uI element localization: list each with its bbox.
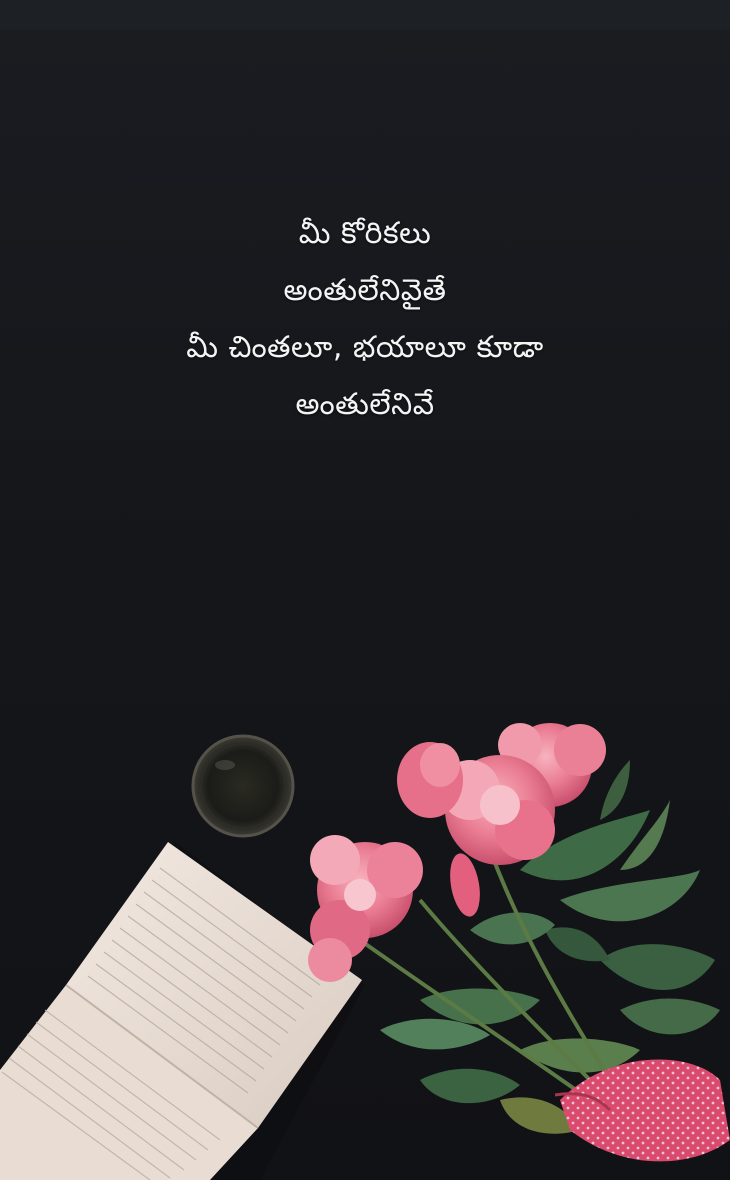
quote-line-4: అంతులేనివే [295, 387, 435, 422]
glass-of-tea [193, 736, 293, 836]
polka-dot-wrap [555, 1060, 730, 1162]
quote-line-1: మీ కోరికలు [298, 216, 432, 251]
quote-text [0, 205, 730, 433]
open-book [0, 842, 365, 1180]
quote-line-2: అంతులేనివైతే [283, 273, 447, 308]
quote-line-3: మీ చింతలూ, భయాలూ కూడా [186, 330, 544, 365]
